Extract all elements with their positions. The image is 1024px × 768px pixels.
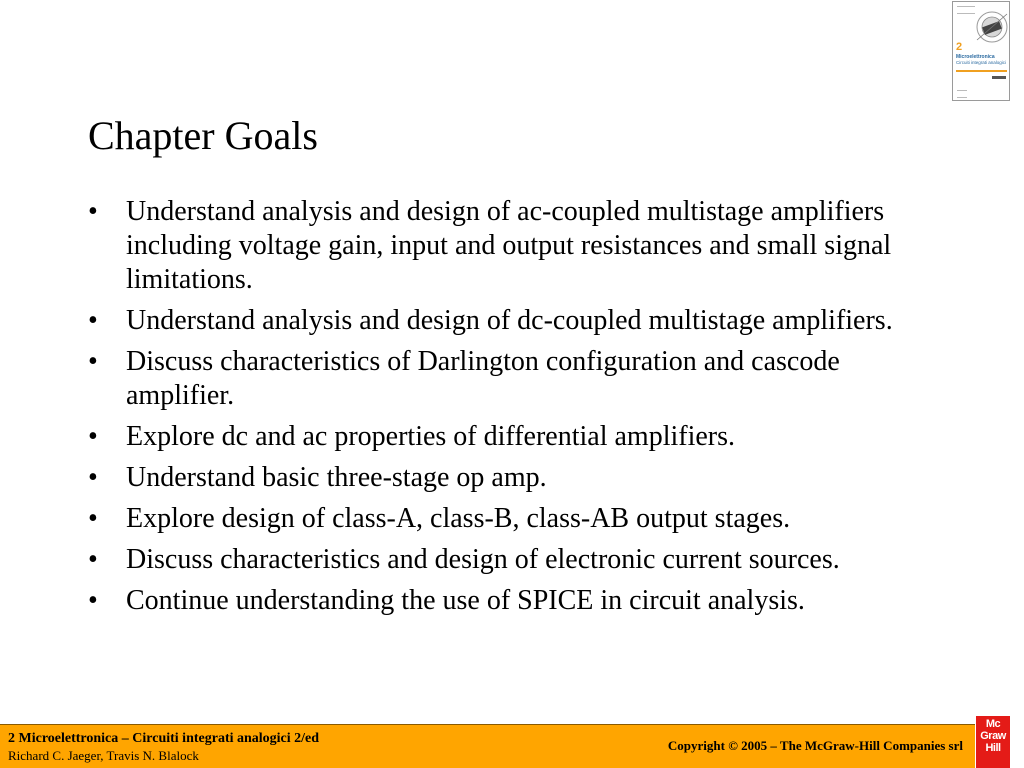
bullet-item: [88, 461, 948, 495]
footer-book-title: 2 Microelettronica – Circuiti integrati analogici 2/ed: [8, 731, 320, 746]
footer-copyright: Copyright © 2005 – The McGraw-Hill Companies srl: [667, 738, 963, 753]
bullet-text: Explore dc and ac properties of differential amplifiers.: [126, 421, 736, 452]
bullet-text: Discuss characteristics of Darlington configuration and cascode amplifier.: [126, 346, 840, 411]
bullet-item: [88, 304, 948, 338]
cover-footer-lines: [957, 90, 967, 98]
bullet-item: [88, 420, 948, 454]
logo-text-line: Mc: [985, 718, 1001, 730]
logo-text-line: Graw: [980, 730, 1006, 742]
bullet-item: [88, 345, 948, 413]
bullet-glyph: •: [88, 503, 98, 534]
cover-subtitle: Circuiti integrati analogici: [956, 60, 1007, 65]
bullet-glyph: •: [88, 421, 98, 452]
bullet-text: Discuss characteristics and design of electronic current sources.: [126, 544, 840, 575]
cover-accent-bar: [956, 70, 1007, 72]
bullet-text: Explore design of class-A, class-B, class-AB output stages.: [126, 503, 791, 534]
bullet-item: [88, 584, 948, 618]
slide-title: Chapter Goals: [88, 113, 318, 158]
footer-bar: [0, 724, 975, 768]
logo-text-line: Hill: [985, 742, 1001, 754]
mcgraw-hill-logo: [976, 716, 1010, 768]
cover-header-lines: [957, 6, 975, 14]
bullet-text: Understand analysis and design of dc-coupled multistage amplifiers.: [126, 305, 893, 336]
cover-publisher-mark: [992, 76, 1006, 79]
footer-authors: Richard C. Jaeger, Travis N. Blalock: [8, 748, 199, 763]
cover-chip-graphic: [975, 10, 1009, 44]
bullet-glyph: •: [88, 196, 98, 227]
bullet-list: [88, 195, 948, 625]
bullet-text: Continue understanding the use of SPICE in circuit analysis.: [126, 585, 805, 616]
bullet-glyph: •: [88, 585, 98, 616]
bullet-glyph: •: [88, 462, 98, 493]
bullet-glyph: •: [88, 544, 98, 575]
bullet-glyph: •: [88, 346, 98, 377]
bullet-item: [88, 195, 948, 297]
bullet-text: Understand basic three-stage op amp.: [126, 462, 547, 493]
bullet-glyph: •: [88, 305, 98, 336]
bullet-item: [88, 543, 948, 577]
cover-title: Microelettronica: [956, 54, 995, 60]
bullet-text: Understand analysis and design of ac-coupled multistage amplifiers including voltage gain, input and output resistances and small signal limitations.: [126, 196, 892, 295]
book-cover-thumbnail: [952, 1, 1010, 101]
cover-number: 2: [956, 41, 963, 53]
bullet-item: [88, 502, 948, 536]
